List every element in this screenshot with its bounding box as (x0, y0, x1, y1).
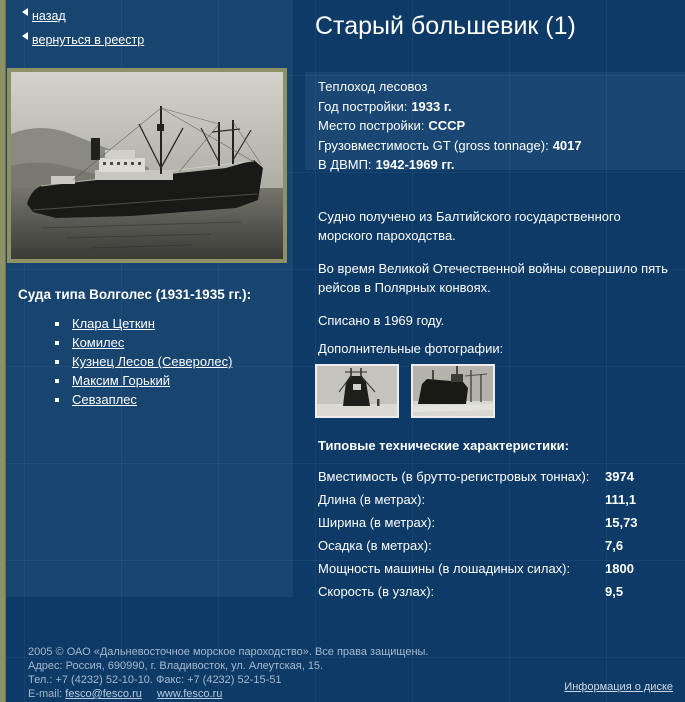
ship-links (18, 316, 284, 407)
disk-info-link[interactable]: Информация о диске (564, 681, 673, 693)
detail-value: 1942-1969 гг. (375, 157, 455, 172)
detail-value: 4017 (552, 137, 582, 153)
thumbnail-photo-2-image (413, 366, 493, 416)
email-line (28, 687, 429, 701)
detail-row (318, 155, 582, 175)
list-item (18, 392, 284, 407)
spec-label: Ширина (в метрах): (318, 515, 436, 530)
back-navigation (22, 8, 144, 56)
ship-link-sevzaples[interactable]: Севзаплес (72, 392, 137, 407)
detail-value: 1933 г. (411, 98, 452, 114)
ship-class-list (18, 287, 284, 411)
ship-link-maksim-gorkiy[interactable]: Максим Горький (72, 373, 170, 388)
spec-label: Мощность машины (в лошадиных силах): (318, 561, 571, 576)
description (318, 207, 676, 344)
ship-link-kuznets-lesov[interactable]: Кузнец Лесов (Северолес) (72, 354, 233, 369)
return-to-registry-link[interactable]: вернуться в реестр (32, 33, 145, 47)
footer (28, 645, 429, 701)
list-item (18, 373, 284, 388)
spec-label: Скорость (в узлах): (318, 584, 435, 599)
table-row (318, 561, 680, 584)
detail-value: СССР (428, 118, 466, 133)
back-row (22, 8, 144, 23)
ship-class-title: Суда типа Волголес (1931-1935 гг.): (18, 287, 252, 302)
copyright-text: 2005 © ОАО «Дальневосточное морское пароходство». Все права защищены. (28, 646, 429, 658)
thumbnail-photo-1[interactable] (315, 364, 399, 418)
spec-label: Осадка (в метрах): (318, 538, 432, 553)
spec-value: 111,1 (605, 492, 637, 507)
table-row (318, 584, 680, 607)
list-item (18, 316, 284, 331)
bullet-square-icon (55, 398, 59, 402)
arrow-left-icon (22, 8, 28, 16)
spec-value: 15,73 (605, 515, 638, 530)
table-row (318, 492, 680, 515)
bullet-square-icon (55, 341, 59, 345)
photo-thumbnails (315, 364, 503, 418)
description-paragraph: Списано в 1969 году. (318, 313, 445, 328)
spec-value: 7,6 (605, 538, 624, 553)
description-paragraph: Судно получено из Балтийского государственного морского пароходства. (318, 209, 621, 243)
detail-label: В ДВМП: (318, 157, 372, 172)
phone-text: Тел.: +7 (4232) 52-10-10. Факс: +7 (4232) 52-15-51 (28, 674, 282, 686)
specs-table (318, 469, 680, 607)
spec-value: 9,5 (605, 584, 624, 599)
thumbnail-photo-1-image (317, 366, 397, 416)
detail-row (318, 97, 582, 117)
address-text: Адрес: Россия, 690990, г. Владивосток, ул. Алеутская, 15. (28, 660, 324, 672)
thumbnail-photo-2[interactable] (411, 364, 495, 418)
table-row (318, 515, 680, 538)
additional-photos-label: Дополнительные фотографии: (318, 341, 504, 356)
description-paragraph: Во время Великой Отечественной войны совершило пять рейсов в Полярных конвоях. (318, 261, 668, 295)
list-item (18, 354, 284, 369)
ship-type: Теплоход лесовоз (318, 79, 428, 94)
spec-value: 3974 (605, 469, 634, 484)
ship-link-komiles[interactable]: Комилес (72, 335, 125, 350)
return-row (22, 32, 144, 47)
bullet-square-icon (55, 379, 59, 383)
ship-photo-frame (7, 68, 287, 263)
website-link[interactable]: www.fesco.ru (156, 688, 223, 700)
spec-label: Вместимость (в брутто-регистровых тоннах): (318, 469, 590, 484)
spec-value: 1800 (605, 561, 634, 576)
ship-link-klara-tsetkin[interactable]: Клара Цеткин (72, 316, 155, 331)
detail-label: Грузовместимость GT (gross tonnage): (318, 137, 549, 153)
list-item (18, 335, 284, 350)
specs-title: Типовые технические характеристики: (318, 438, 569, 453)
table-row (318, 469, 680, 492)
email-label: E-mail: (28, 688, 63, 700)
page-title: Старый большевик (1) (315, 12, 576, 40)
bullet-square-icon (55, 360, 59, 364)
detail-row (318, 136, 582, 156)
spec-label: Длина (в метрах): (318, 492, 426, 507)
ship-details (318, 77, 582, 175)
ship-photo (11, 72, 283, 259)
arrow-left-icon (22, 32, 28, 40)
back-link[interactable]: назад (32, 9, 66, 23)
table-row (318, 538, 680, 561)
detail-label: Место постройки: (318, 118, 425, 133)
detail-label: Год постройки: (318, 98, 408, 114)
bullet-square-icon (55, 322, 59, 326)
email-link[interactable]: fesco@fesco.ru (65, 688, 142, 700)
detail-row (318, 116, 582, 136)
